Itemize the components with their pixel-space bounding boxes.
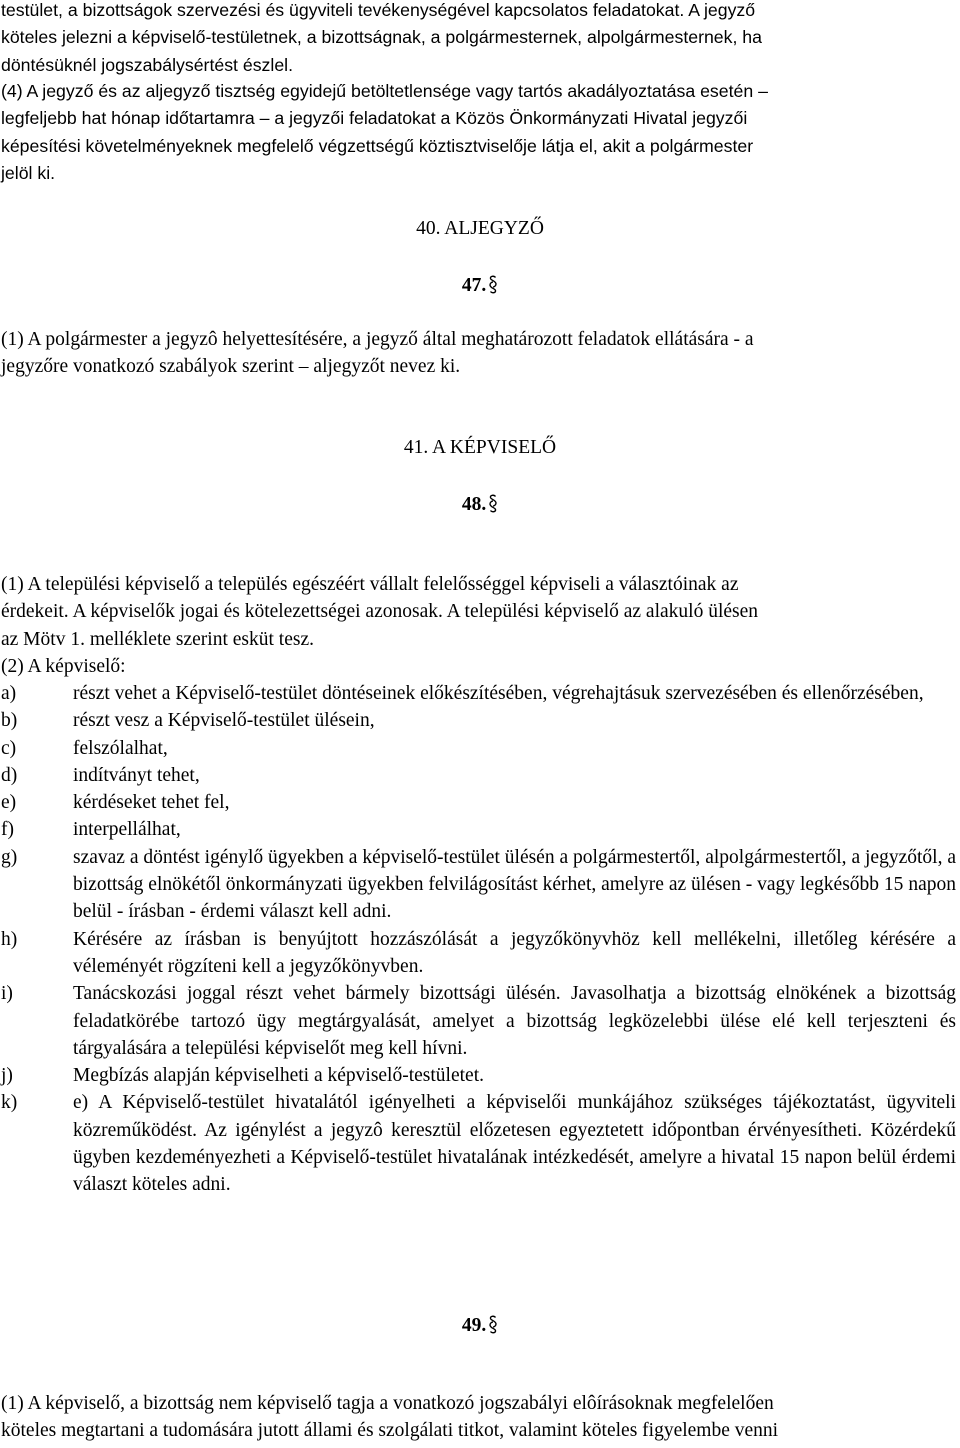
list-item-label: b): [1, 710, 18, 732]
text-line: testület, a bizottságok szervezési és ügyviteli tevékenységével kapcsolatos feladatokat. A jegyző: [1, 0, 756, 20]
section-49-paragraph-1: [1, 1390, 956, 1445]
list-item-text: interpellálhat,: [73, 819, 181, 841]
section-mark-icon: [488, 275, 498, 294]
text-line: legfeljebb hat hónap időtartamra – a jegyzői feladatokat a Közös Önkormányzati Hivatal jegyzői: [1, 108, 748, 129]
list-item-label: i): [1, 983, 13, 1005]
list-item-text: felszólalhat,: [73, 737, 168, 759]
text-line: (1) A települési képviselő a település egészéért vállalt felelősséggel képviseli a választóinak az: [1, 574, 739, 595]
list-item: [1, 735, 956, 762]
section-heading-49: [0, 1312, 960, 1339]
list-item: [1, 1062, 956, 1089]
text-line: az Mötv 1. melléklete szerint esküt tesz.: [1, 628, 314, 650]
list-item-label: f): [1, 819, 14, 841]
list-item-text: e) A Képviselő-testület hivatalától igényelheti a képviselői munkájához szükséges tájékoztatást, ügyviteli közreműködést. Az igénylést a jegyzô keresztül előzetesen egyeztetett időpontban érvényesítheti. Közérdekű ügyben kezdeményezheti a Képviselő-testület hivatalának intézkedését, amelyre a hivatal 15 napon belül érdemi választ köteles adni.: [73, 1092, 956, 1196]
list-item-text: Kérésére az írásban is benyújtott hozzászólását a jegyzőkönyvhöz kell mellékelni, illetőleg kérésére a véleményét rögzíteni kell a jegyzőkönyvben.: [73, 928, 956, 977]
list-item: [1, 707, 956, 734]
section-47-paragraph-1: [1, 326, 956, 381]
text-line: (1) A képviselő, a bizottság nem képviselő tagja a vonatkozó jogszabályi elôírásoknak megfelelően: [1, 1393, 774, 1414]
list-item-text: szavaz a döntést igénylő ügyekben a képviselő-testület ülésén a polgármestertől, alpolgármestertől, a jegyzőtől, a bizottság elnökétől önkormányzati ügyekben felvilágosítást kérhet, amelyre az ülésen - vagy legkésőbb 15 napon belül - írásban - érdemi választ kell adni.: [73, 846, 956, 923]
list-item-label: d): [1, 764, 18, 786]
representative-rights-list: [1, 680, 956, 1199]
section-48-paragraph-2-intro: (2) A képviselő:: [1, 656, 126, 677]
section-mark-icon: [488, 494, 498, 513]
list-item-label: c): [1, 737, 17, 759]
intro-paragraph: [1, 0, 956, 79]
section-mark-icon: [488, 1315, 498, 1334]
list-item-text: részt vesz a Képviselő-testület ülésein,: [73, 710, 375, 732]
list-item: [1, 980, 956, 1062]
list-item-label: j): [1, 1065, 13, 1087]
list-item: [1, 789, 956, 816]
paragraph-4: [1, 78, 956, 187]
text-line: képesítési követelményeknek megfelelő végzettségű köztisztviselője látja el, akit a polgármester: [1, 135, 754, 156]
section-number: 49.: [461, 1315, 487, 1336]
chapter-heading-41: 41. A KÉPVISELŐ: [403, 437, 557, 458]
list-item-text: indítványt tehet,: [73, 764, 200, 786]
list-item: [1, 1089, 956, 1198]
text-line: (4) A jegyző és az aljegyző tisztség egyidejű betöltetlensége vagy tartós akadályoztatása esetén –: [1, 81, 768, 101]
text-line: döntésüknél jogszabálysértést észlel.: [1, 54, 294, 75]
text-line: köteles megtartani a tudomására jutott állami és szolgálati titkot, valamint köteles figyelembe venni: [1, 1420, 779, 1442]
text-line: jelöl ki.: [1, 162, 56, 183]
text-line: (1) A polgármester a jegyzô helyettesítésére, a jegyző által meghatározott feladatok ellátására - a: [1, 329, 754, 350]
list-item: [1, 816, 956, 843]
text-line: köteles jelezni a képviselő-testületnek, a bizottságnak, a polgármesternek, alpolgármesternek, ha: [1, 27, 762, 48]
text-line: érdekeit. A képviselők jogai és kötelezettségei azonosak. A települési képviselő az alakuló ülésen: [1, 601, 759, 623]
chapter-heading-40: 40. ALJEGYZŐ: [416, 218, 544, 239]
list-item: [1, 762, 956, 789]
list-item-text: Megbízás alapján képviselheti a képviselő-testületet.: [73, 1065, 484, 1087]
section-number: 47.: [461, 275, 487, 296]
section-heading-47: [0, 272, 960, 299]
list-item-label: e): [1, 792, 17, 814]
list-item-label: g): [1, 846, 18, 868]
list-item-text: kérdéseket tehet fel,: [73, 792, 230, 814]
list-item: [1, 926, 956, 981]
list-item-label: k): [1, 1092, 18, 1114]
list-item: [1, 844, 956, 926]
list-item-text: részt vehet a Képviselő-testület döntéseinek előkészítésében, végrehajtásuk szervezésében és ellenőrzésében,: [73, 683, 924, 704]
section-number: 48.: [461, 494, 487, 515]
list-item-text: Tanácskozási joggal részt vehet bármely bizottsági ülésén. Javasolhatja a bizottság elnökének a bizottság feladatkörébe tartozó ügy megtárgyalását, amelyet a bizottság legközelebbi ülése elé kell terjeszteni és tárgyalására a települési képviselőt meg kell hívni.: [73, 983, 956, 1059]
list-item-label: h): [1, 928, 18, 950]
section-48-paragraph-1: [1, 571, 956, 653]
list-item: [1, 680, 956, 707]
list-item-label: a): [1, 683, 17, 704]
text-line: jegyzőre vonatkozó szabályok szerint – aljegyzőt nevez ki.: [1, 356, 461, 378]
section-heading-48: [0, 491, 960, 518]
